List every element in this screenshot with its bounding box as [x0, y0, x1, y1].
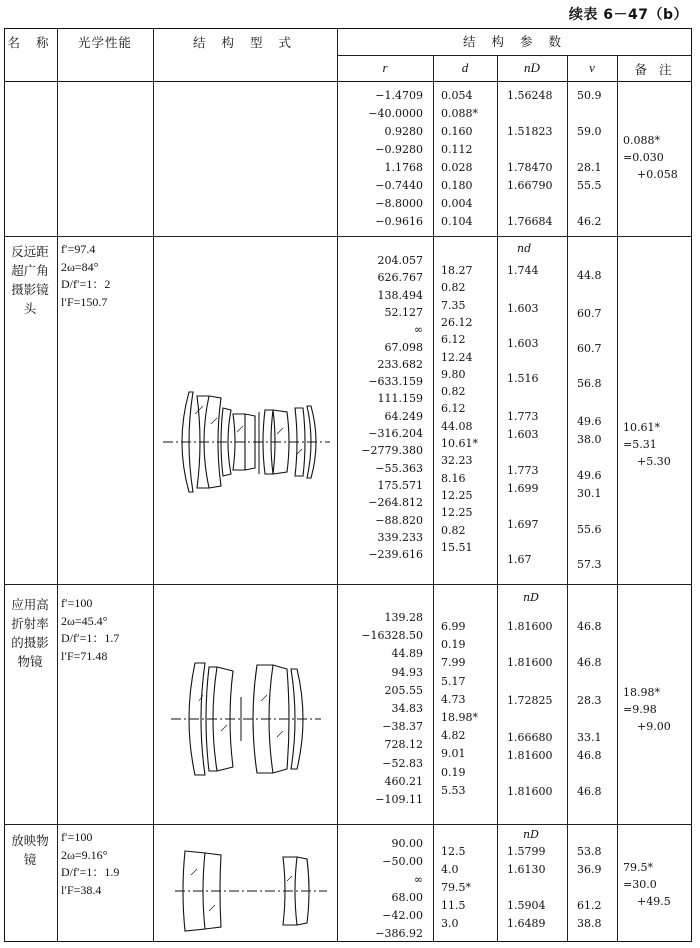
table-cell: 205.55 — [384, 683, 423, 697]
table-cell: 1.603 — [507, 302, 539, 315]
table-cell: 46.8 — [577, 749, 602, 762]
table-cell: 1.1768 — [384, 161, 423, 174]
table-cell: 204.057 — [377, 254, 423, 267]
table-cell: 1.72825 — [507, 694, 553, 707]
table-cell: 1.697 — [507, 518, 539, 531]
table-cell: −55.363 — [375, 461, 423, 475]
photographic-objective-diagram — [165, 641, 325, 791]
table-cell: 50.9 — [577, 89, 602, 102]
header-form: 结 构 型 式 — [193, 35, 297, 50]
table-cell: 0.19 — [441, 765, 466, 779]
table-cell: 728.12 — [384, 738, 423, 752]
grid-line — [337, 55, 691, 56]
table-cell: 61.2 — [577, 899, 602, 912]
table-cell: 0.9280 — [384, 125, 423, 138]
optical-parameter: D/f′=1：2 — [61, 277, 111, 291]
table-cell: 33.1 — [577, 731, 602, 744]
table-cell: 64.249 — [384, 409, 423, 423]
table-cell: 10.61* — [441, 437, 478, 450]
remark-line: =30.0 — [623, 878, 657, 891]
table-cell: 1.699 — [507, 482, 539, 495]
table-cell: 0.19 — [441, 638, 466, 652]
row4-remark — [623, 859, 671, 910]
row2-name: 反远距超广角摄影镜头 — [11, 244, 49, 316]
header-v: ν — [589, 60, 595, 75]
grid-line — [617, 55, 618, 941]
table-cell: 46.8 — [577, 785, 602, 798]
row2-remark — [623, 419, 671, 470]
remark-line: +0.058 — [637, 168, 678, 181]
table-cell: 52.127 — [384, 305, 423, 319]
table-cell: 79.5* — [441, 881, 471, 894]
table-cell: 68.00 — [391, 891, 423, 904]
table-cell: 46.8 — [577, 656, 602, 669]
table-cell: 1.744 — [507, 264, 539, 277]
table-cell: ∞ — [413, 873, 423, 886]
table-cell: 60.7 — [577, 307, 602, 320]
header-n: nD — [524, 60, 540, 75]
table-cell: 18.98* — [441, 711, 478, 724]
table-cell: 6.12 — [441, 333, 466, 347]
table-cell: 12.5 — [441, 845, 466, 858]
table-cell: 1.76684 — [507, 215, 553, 228]
optical-parameter: 2ω=45.4° — [61, 613, 108, 628]
table-cell: 626.767 — [377, 271, 423, 285]
grid-line — [57, 29, 58, 941]
table-caption: 续表 6－47（b） — [568, 7, 688, 23]
remark-line: =5.31 — [623, 438, 657, 451]
table-cell: 1.51823 — [507, 125, 553, 138]
header-params: 结 构 参 数 — [463, 34, 567, 49]
table-cell: −0.7440 — [375, 179, 423, 192]
table-cell: 4.73 — [441, 692, 466, 706]
table-cell: −38.37 — [382, 720, 423, 734]
table-cell: 12.25 — [441, 488, 473, 502]
table-cell: 57.3 — [577, 558, 602, 571]
header-d: d — [461, 60, 469, 75]
table-cell: −386.92 — [375, 927, 423, 940]
table-cell: 36.9 — [577, 863, 602, 876]
grid-line — [433, 55, 434, 941]
n-label: nD — [523, 828, 539, 841]
remark-line: 0.088* — [623, 134, 660, 147]
optical-parameter: 2ω=9.16° — [61, 847, 108, 862]
table-cell: 339.233 — [377, 530, 423, 544]
table-cell: −316.204 — [368, 427, 423, 440]
table-cell: 1.603 — [507, 428, 539, 441]
table-cell: 1.56248 — [507, 89, 553, 102]
table-cell: 60.7 — [577, 342, 602, 355]
table-cell: 55.6 — [577, 523, 602, 536]
table-cell: 67.098 — [384, 340, 423, 354]
table-cell: 0.028 — [441, 161, 473, 174]
remark-line: +5.30 — [637, 455, 671, 468]
table-cell: 1.5904 — [507, 899, 546, 912]
header-optics: 光学性能 — [77, 35, 132, 50]
optical-parameter: l′F=38.4 — [61, 882, 102, 897]
table-cell: 46.8 — [577, 620, 602, 633]
table-cell: 44.08 — [441, 419, 473, 433]
table-cell: 1.81600 — [507, 656, 553, 669]
wide-angle-lens-diagram — [155, 374, 335, 494]
table-cell: 1.516 — [507, 372, 539, 385]
table-cell: 3.0 — [441, 917, 459, 930]
row1-remark — [623, 132, 678, 183]
table-cell: 15.51 — [441, 540, 473, 554]
table-cell: 1.66790 — [507, 179, 553, 192]
table-cell: 0.004 — [441, 197, 473, 210]
table-cell: 6.99 — [441, 620, 466, 633]
table-cell: 1.603 — [507, 337, 539, 350]
grid-line — [5, 81, 691, 82]
table-cell: 28.3 — [577, 694, 602, 707]
table-cell: 0.054 — [441, 89, 473, 102]
table-cell: 111.159 — [377, 392, 423, 406]
table-cell: 1.66680 — [507, 731, 553, 744]
optical-parameter: f′=100 — [61, 596, 93, 610]
table-cell: 0.82 — [441, 523, 466, 537]
table-cell: −633.159 — [368, 375, 423, 389]
remark-line: 10.61* — [623, 421, 660, 434]
table-cell: 1.6489 — [507, 917, 546, 930]
row3-remark — [623, 684, 671, 735]
table-cell: 0.82 — [441, 281, 466, 295]
table-cell: 1.81600 — [507, 620, 553, 633]
table-cell: 9.01 — [441, 747, 466, 761]
table-cell: 30.1 — [577, 487, 602, 500]
table-cell: 7.99 — [441, 656, 466, 670]
optical-parameter: l′F=150.7 — [61, 294, 108, 309]
table-cell: −40.0000 — [368, 107, 423, 120]
grid-line — [5, 236, 691, 237]
table-cell: 233.682 — [377, 357, 423, 371]
remark-line: 18.98* — [623, 686, 660, 699]
table-cell: 175.571 — [377, 478, 423, 492]
row2-optics — [61, 241, 110, 311]
table-cell: −16328.50 — [361, 629, 423, 643]
optical-parameter: f′=97.4 — [61, 242, 96, 256]
table-cell: 460.21 — [384, 774, 423, 788]
remark-line: +49.5 — [637, 895, 671, 908]
table-cell: −52.83 — [382, 756, 423, 770]
table-cell: 138.494 — [377, 288, 423, 302]
table-cell: 7.35 — [441, 298, 466, 312]
table-cell: 44.8 — [577, 269, 602, 282]
table-cell: 6.12 — [441, 402, 466, 416]
table-cell: 38.8 — [577, 917, 602, 930]
row3-name: 应用高折射率的摄影物镜 — [11, 597, 49, 669]
table-cell: 46.2 — [577, 215, 602, 228]
table-cell: 38.0 — [577, 433, 602, 446]
table-cell: −2779.380 — [361, 444, 423, 458]
remark-line: =0.030 — [623, 151, 664, 164]
n-label: nd — [517, 242, 532, 255]
table-cell: 26.12 — [441, 315, 473, 329]
table-cell: 4.82 — [441, 729, 466, 743]
header-name: 名 称 — [7, 35, 55, 50]
table-cell: 1.81600 — [507, 785, 553, 798]
table-cell: 59.0 — [577, 125, 602, 138]
lens-data-table — [4, 28, 692, 942]
table-cell: 49.6 — [577, 469, 602, 482]
row4-optics — [61, 829, 119, 899]
optical-parameter: l′F=71.48 — [61, 648, 108, 663]
table-cell: −264.812 — [368, 496, 423, 510]
table-cell: 49.6 — [577, 415, 602, 428]
grid-line — [567, 55, 568, 941]
table-cell: −88.820 — [375, 513, 423, 527]
table-cell: 18.27 — [441, 264, 473, 277]
table-cell: 4.0 — [441, 863, 459, 876]
table-cell: 12.24 — [441, 350, 473, 364]
remark-line: +9.00 — [637, 720, 671, 733]
table-cell: 0.112 — [441, 143, 473, 156]
optical-parameter: f′=100 — [61, 830, 93, 844]
header-r: r — [382, 60, 388, 75]
table-cell: 28.1 — [577, 161, 602, 174]
table-cell: 0.160 — [441, 125, 473, 138]
header-remark: 备 注 — [634, 62, 676, 77]
grid-line — [497, 55, 498, 941]
optical-parameter: D/f′=1：1.9 — [61, 865, 120, 879]
remark-line: 79.5* — [623, 861, 653, 874]
n-label: nD — [523, 591, 539, 604]
table-cell: 1.773 — [507, 464, 539, 477]
optical-parameter: 2ω=84° — [61, 259, 99, 274]
table-cell: 139.28 — [384, 611, 423, 624]
table-cell: 56.8 — [577, 377, 602, 390]
table-cell: 1.5799 — [507, 845, 546, 858]
table-cell: −42.00 — [382, 909, 423, 922]
table-cell: −8.8000 — [375, 197, 423, 210]
table-cell: 5.17 — [441, 674, 466, 688]
table-cell: 1.81600 — [507, 749, 553, 762]
table-cell: 1.773 — [507, 410, 539, 423]
table-cell: 5.53 — [441, 783, 466, 797]
table-cell: 44.89 — [391, 647, 423, 661]
table-cell: 1.67 — [507, 553, 532, 566]
table-cell: 9.80 — [441, 367, 466, 381]
table-cell: 55.5 — [577, 179, 602, 192]
table-cell: 32.23 — [441, 454, 473, 468]
grid-line — [153, 29, 154, 941]
row4-name: 放映物镜 — [11, 833, 49, 867]
table-cell: 12.25 — [441, 506, 473, 520]
table-cell: −239.616 — [368, 548, 423, 562]
table-cell: 53.8 — [577, 845, 602, 858]
table-cell: 90.00 — [391, 837, 423, 850]
table-cell: −0.9280 — [375, 143, 423, 156]
table-cell: −1.4709 — [375, 89, 423, 102]
table-cell: 0.104 — [441, 215, 473, 228]
grid-line — [5, 584, 691, 585]
table-cell: 1.6130 — [507, 863, 546, 876]
row3-optics — [61, 595, 119, 665]
table-cell: −0.9616 — [375, 215, 423, 228]
table-cell: ∞ — [413, 323, 423, 337]
table-cell: 1.78470 — [507, 161, 553, 174]
grid-line — [5, 824, 691, 825]
table-cell: 94.93 — [391, 665, 423, 679]
table-cell: 34.83 — [391, 702, 423, 715]
table-cell: −50.00 — [382, 855, 423, 868]
remark-line: =9.98 — [623, 703, 657, 716]
projection-objective-diagram — [171, 841, 331, 941]
table-cell: 0.180 — [441, 179, 473, 192]
table-cell: 0.82 — [441, 385, 466, 399]
grid-line — [337, 29, 338, 941]
table-cell: 0.088* — [441, 107, 478, 120]
table-cell: −109.11 — [375, 793, 423, 806]
table-cell: 8.16 — [441, 471, 466, 485]
optical-parameter: D/f′=1：1.7 — [61, 631, 120, 645]
table-cell: 11.5 — [441, 899, 466, 912]
